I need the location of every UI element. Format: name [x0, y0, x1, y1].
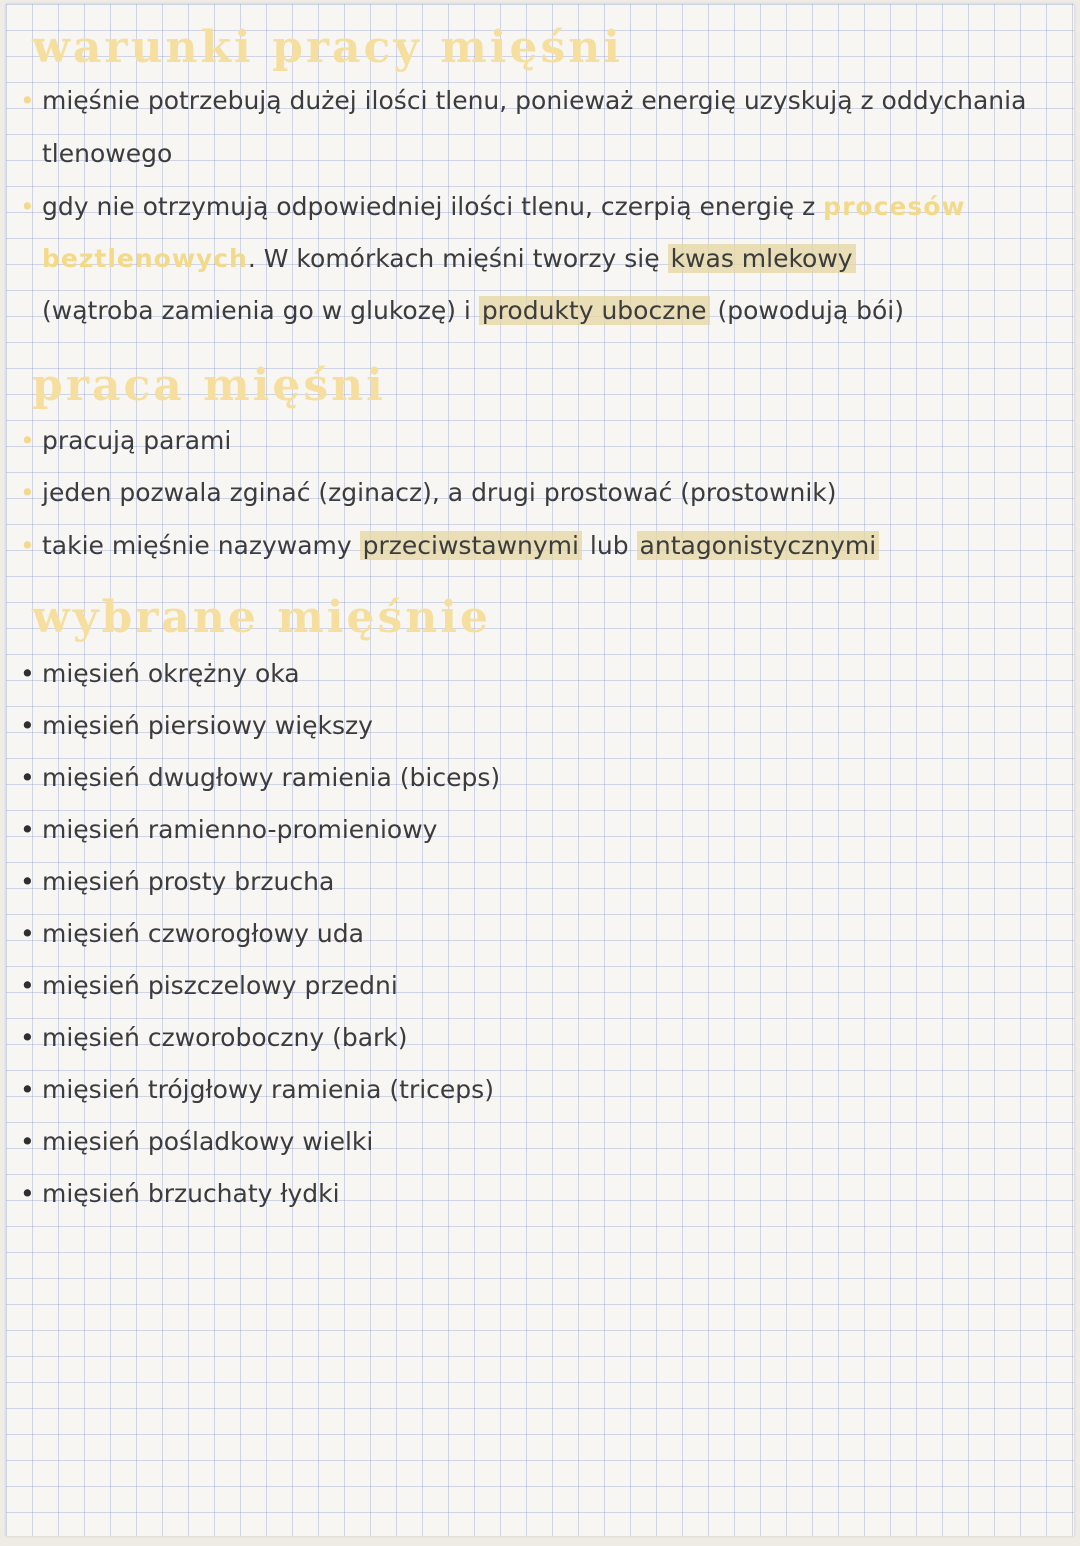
highlighted-term: procesów	[823, 192, 966, 221]
bullet-dot-icon: •	[20, 867, 35, 896]
highlighted-term: beztlenowych	[42, 244, 248, 273]
bullet-dot-icon: •	[20, 531, 35, 560]
muscle-name: mięsień trójgłowy ramienia (triceps)	[42, 1075, 494, 1104]
list-item	[20, 815, 1064, 845]
list-item	[20, 711, 1064, 741]
list-item	[20, 1179, 1064, 1209]
bullet-dot-icon: •	[20, 763, 35, 792]
muscle-name: mięsień czworoboczny (bark)	[42, 1023, 408, 1052]
note-text: takie mięśnie nazywamy	[42, 531, 360, 560]
note-text: . W komórkach mięśni tworzy się	[247, 244, 668, 273]
muscle-name: mięsień czworogłowy uda	[42, 919, 364, 948]
note-text: (wątroba zamienia go w glukozę) i	[42, 296, 479, 325]
bullet-dot-icon: •	[20, 971, 35, 1000]
note-text: jeden pozwala zginać (zginacz), a drugi prostować (prostownik)	[42, 478, 837, 507]
muscle-name: mięsień ramienno-promieniowy	[42, 815, 438, 844]
note-text: tlenowego	[42, 139, 173, 168]
note-line	[20, 86, 1064, 116]
marked-term: produkty uboczne	[479, 296, 710, 325]
bullet-dot-icon: •	[20, 1179, 35, 1208]
section-heading-wybrane: wybrane mięśnie	[32, 592, 491, 643]
bullet-dot-icon: •	[20, 426, 35, 455]
muscle-name: mięsień dwugłowy ramienia (biceps)	[42, 763, 501, 792]
list-item	[20, 1075, 1064, 1105]
note-line	[20, 244, 1064, 274]
note-line	[20, 531, 1064, 561]
bullet-dot-icon: •	[20, 1127, 35, 1156]
list-item	[20, 919, 1064, 949]
bullet-dot-icon: •	[20, 86, 35, 115]
note-line	[20, 139, 1064, 169]
list-item	[20, 1023, 1064, 1053]
note-line	[20, 296, 1064, 326]
note-text: gdy nie otrzymują odpowiedniej ilości tlenu, czerpią energię z	[42, 192, 824, 221]
marked-term: antagonistycznymi	[637, 531, 880, 560]
muscle-name: mięsień piersiowy większy	[42, 711, 373, 740]
note-line	[20, 192, 1064, 222]
marked-term: przeciwstawnymi	[360, 531, 582, 560]
bullet-dot-icon: •	[20, 192, 35, 221]
bullet-dot-icon: •	[20, 478, 35, 507]
bullet-dot-icon: •	[20, 659, 35, 688]
bullet-dot-icon: •	[20, 1023, 35, 1052]
list-item	[20, 867, 1064, 897]
bullet-dot-icon: •	[20, 1075, 35, 1104]
note-line	[20, 426, 1064, 456]
list-item	[20, 1127, 1064, 1157]
bullet-dot-icon: •	[20, 919, 35, 948]
muscle-name: mięsień okrężny oka	[42, 659, 300, 688]
note-line	[20, 478, 1064, 508]
muscle-name: mięsień prosty brzucha	[42, 867, 335, 896]
muscle-name: mięsień pośladkowy wielki	[42, 1127, 374, 1156]
bullet-dot-icon: •	[20, 711, 35, 740]
list-item	[20, 971, 1064, 1001]
section-heading-praca: praca mięśni	[32, 360, 386, 411]
list-item	[20, 763, 1064, 793]
notebook-page	[6, 4, 1074, 1536]
note-text: lub	[581, 531, 637, 560]
list-item	[20, 659, 1064, 689]
bullet-dot-icon: •	[20, 815, 35, 844]
section-heading-warunki: warunki pracy mięśni	[32, 22, 623, 73]
note-text: pracują parami	[42, 426, 232, 455]
muscle-name: mięsień brzuchaty łydki	[42, 1179, 340, 1208]
note-text: mięśnie potrzebują dużej ilości tlenu, ponieważ energię uzyskują z oddychania	[42, 86, 1027, 115]
note-text: (powodują bói)	[709, 296, 904, 325]
muscle-name: mięsień piszczelowy przedni	[42, 971, 398, 1000]
marked-term: kwas mlekowy	[668, 244, 856, 273]
